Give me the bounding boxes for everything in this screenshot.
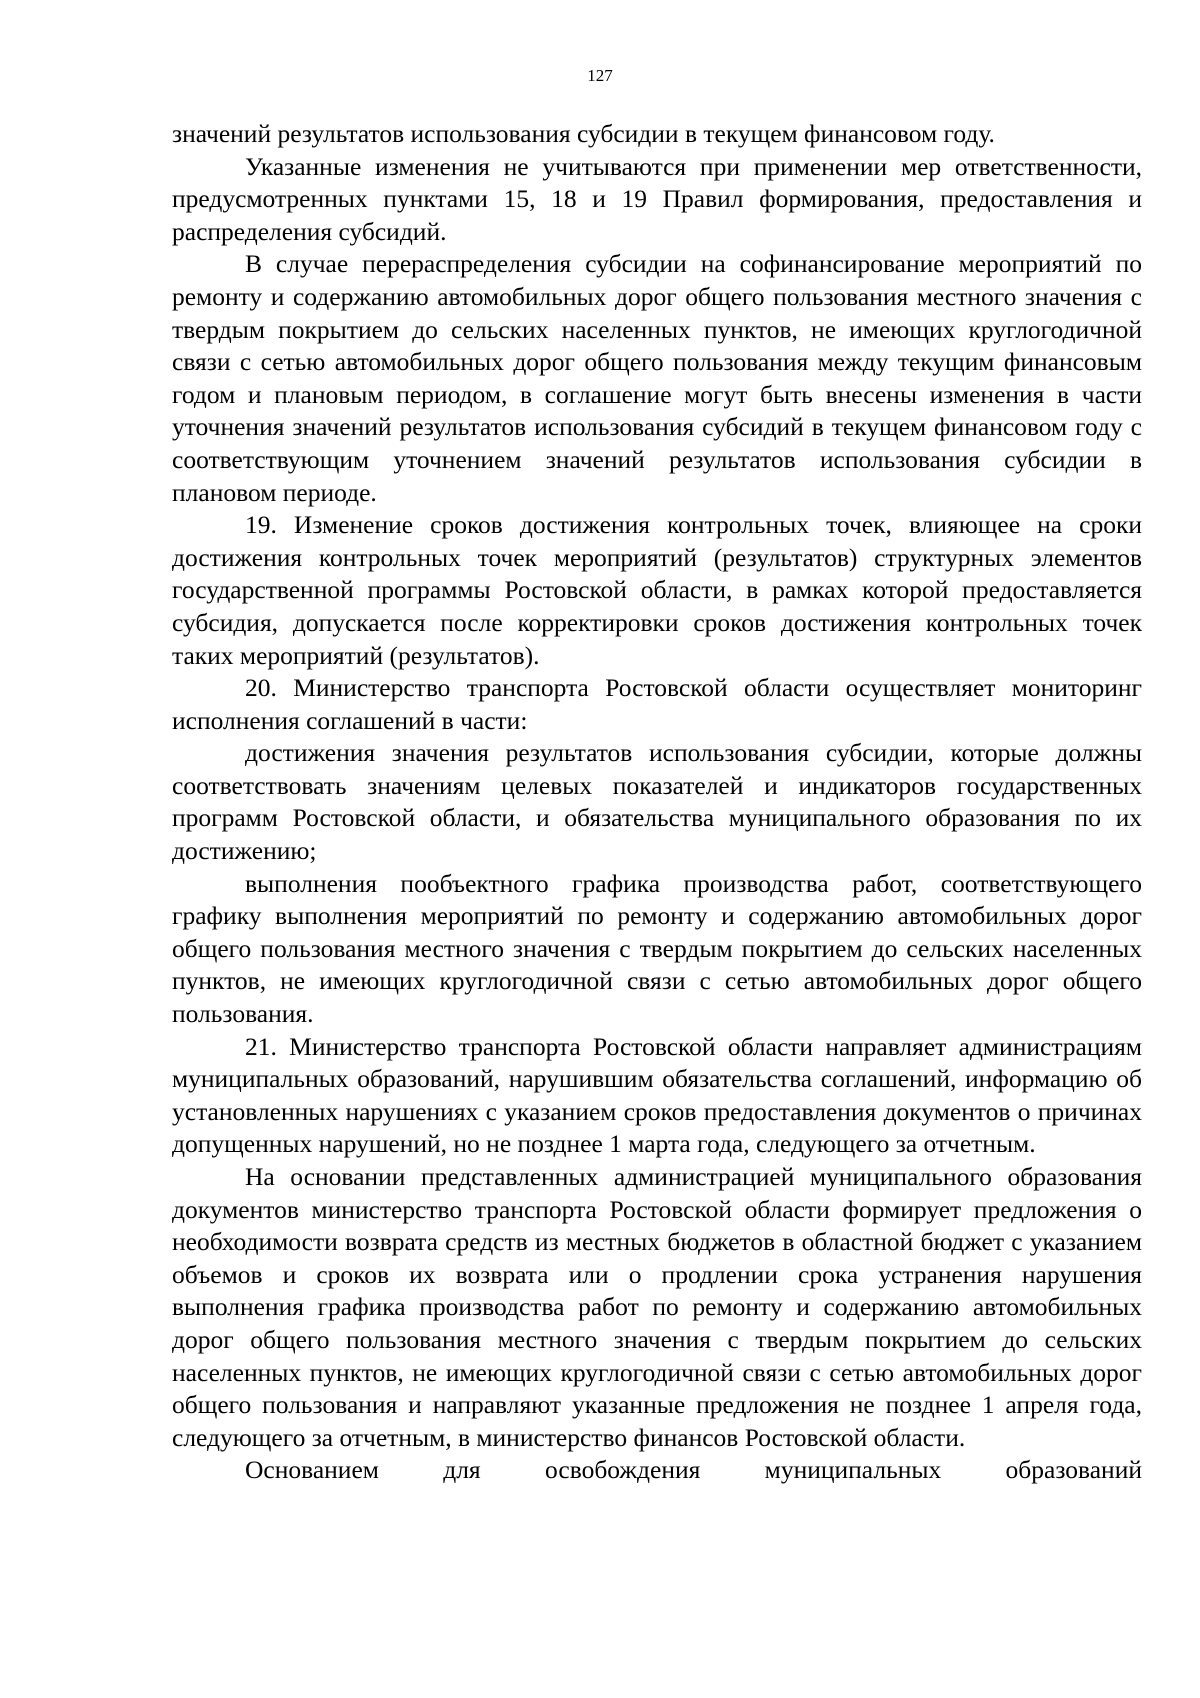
paragraph-changes-not-considered: Указанные изменения не учитываются при применении мер ответственности, предусмотренных пунктами 15, 18 и 19 Правил формирования, предоставления и распределения субсидий. bbox=[172, 151, 1142, 246]
paragraph-item-20: 20. Министерство транспорта Ростовской области осуществляет мониторинг исполнения соглашений в части: bbox=[172, 673, 1142, 735]
page-number: 127 bbox=[587, 66, 613, 85]
paragraph-item-21: 21. Министерство транспорта Ростовской области направляет администрациям муниципальных образований, нарушившим обязательства соглашений, информацию об установленных нарушениях с указанием сроков предоставления документов о причинах допущенных нарушений, но не позднее 1 марта года, следующего за отчетным. bbox=[172, 1031, 1142, 1159]
paragraph-redistribution: В случае перераспределения субсидии на софинансирование мероприятий по ремонту и содержанию автомобильных дорог общего пользования местного значения с твердым покрытием до сельских населенных пунктов, не имеющих круглогодичной связи с сетью автомобильных дорог общего пользования между текущим финансовым годом и плановым периодом, в соглашение могут быть внесены изменения в части уточнения значений результатов использования субсидий в текущем финансовом году с соответствующим уточнением значений результатов использования субсидии в плановом периоде. bbox=[172, 249, 1142, 507]
paragraph-monitoring-schedule: выполнения пообъектного графика производства работ, соответствующего графику выполнения мероприятий по ремонту и содержанию автомобильных дорог общего пользования местного значения с твердым покрытием до сельских населенных пунктов, не имеющих круглогодичной связи с сетью автомобильных дорог общего пользования. bbox=[172, 868, 1142, 1029]
document-body bbox=[172, 118, 1142, 1487]
paragraph-proposals: На основании представленных администрацией муниципального образования документов министерство транспорта Ростовской области формирует предложения о необходимости возврата средств из местных бюджетов в областной бюджет с указанием объемов и сроков их возврата или о продлении срока устранения нарушения выполнения графика производства работ по ремонту и содержанию автомобильных дорог общего пользования местного значения с твердым покрытием до сельских населенных пунктов, не имеющих круглогодичной связи с сетью автомобильных дорог общего пользования и направляют указанные предложения не позднее 1 апреля года, следующего за отчетным, в министерство финансов Ростовской области. bbox=[172, 1162, 1142, 1452]
paragraph-item-19: 19. Изменение сроков достижения контрольных точек, влияющее на сроки достижения контрольных точек мероприятий (результатов) структурных элементов государственной программы Ростовской области, в рамках которой предоставляется субсидия, допускается после корректировки сроков достижения контрольных точек таких мероприятий (результатов). bbox=[172, 510, 1142, 670]
paragraph-continuation: значений результатов использования субсидии в текущем финансовом году. bbox=[172, 119, 995, 148]
paragraph-exemption-grounds: Основанием для освобождения муниципальных образований bbox=[245, 1455, 1142, 1485]
paragraph-monitoring-results: достижения значения результатов использования субсидии, которые должны соответствовать значениям целевых показателей и индикаторов государственных программ Ростовской области, и обязательства муниципального образования по их достижению; bbox=[172, 738, 1142, 866]
